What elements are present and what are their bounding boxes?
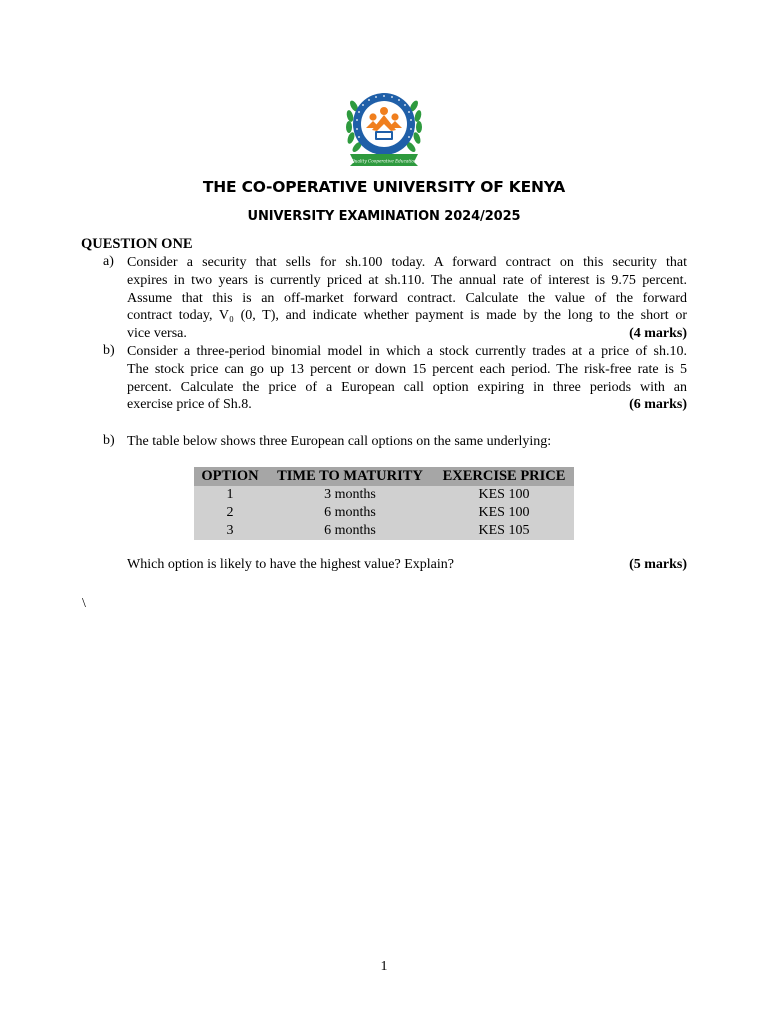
table-cell: KES 100	[434, 486, 574, 504]
item-b2-intro: The table below shows three European call options on the same underlying:	[127, 434, 552, 449]
table-row	[194, 522, 574, 540]
table-cell: KES 105	[434, 522, 574, 540]
table-cell: 6 months	[266, 504, 434, 522]
table-header-exercise-price: EXERCISE PRICE	[434, 467, 574, 486]
table-cell: KES 100	[434, 504, 574, 522]
item-a-line: contract today, V₀ (0, T), and indicate whether payment is made by the long to the short or	[127, 308, 687, 324]
university-title: THE CO-OPERATIVE UNIVERSITY OF KENYA	[202, 178, 566, 196]
item-a-marks: (4 marks)	[629, 326, 687, 342]
item-b1-marks: (6 marks)	[629, 397, 687, 413]
table-cell: 3	[194, 522, 266, 540]
item-b1-marker: b)	[103, 343, 115, 358]
item-b1-line: percent. Calculate the price of a European call option expiring in three periods with an	[127, 379, 687, 395]
item-a-line: expires in two years is currently priced at sh.110. The annual rate of interest is 9.75 percent.	[127, 272, 687, 288]
table-header-row	[194, 467, 574, 486]
item-b1-line: The stock price can go up 13 percent or down 15 percent each period. The risk-free rate is 5	[127, 361, 687, 377]
table-header-maturity: TIME TO MATURITY	[266, 467, 434, 486]
table-header-option: OPTION	[194, 467, 266, 486]
question-heading: QUESTION ONE	[81, 236, 193, 252]
item-a-line: vice versa.	[127, 326, 187, 342]
university-logo	[344, 84, 424, 170]
table-row	[194, 486, 574, 504]
item-a-marker: a)	[103, 254, 114, 269]
table-cell: 6 months	[266, 522, 434, 540]
item-b2-marks: (5 marks)	[629, 557, 687, 572]
item-a-text	[127, 254, 687, 343]
item-a-line: Consider a security that sells for sh.100 today. A forward contract on this security that	[127, 255, 687, 270]
table-cell: 2	[194, 504, 266, 522]
page-number: 1	[380, 959, 388, 974]
svg-text:Quality Cooperative Education: Quality Cooperative Education	[351, 158, 417, 164]
item-a-line: Assume that this is an off-market forward contract. Calculate the value of the forward	[127, 290, 687, 306]
options-table	[194, 467, 574, 540]
table-cell: 3 months	[266, 486, 434, 504]
table-cell: 1	[194, 486, 266, 504]
item-b1-line: Consider a three-period binomial model in which a stock currently trades at a price of sh.10.	[127, 344, 687, 359]
item-b1-text	[127, 343, 687, 414]
item-b2-prompt-row	[127, 557, 687, 573]
item-b2-prompt: Which option is likely to have the highest value? Explain?	[127, 557, 454, 572]
table-row	[194, 504, 574, 522]
stray-mark: \	[82, 596, 86, 611]
item-b1-line: exercise price of Sh.8.	[127, 397, 252, 413]
exam-title: UNIVERSITY EXAMINATION 2024/2025	[247, 209, 521, 224]
item-b2-marker: b)	[103, 433, 115, 448]
